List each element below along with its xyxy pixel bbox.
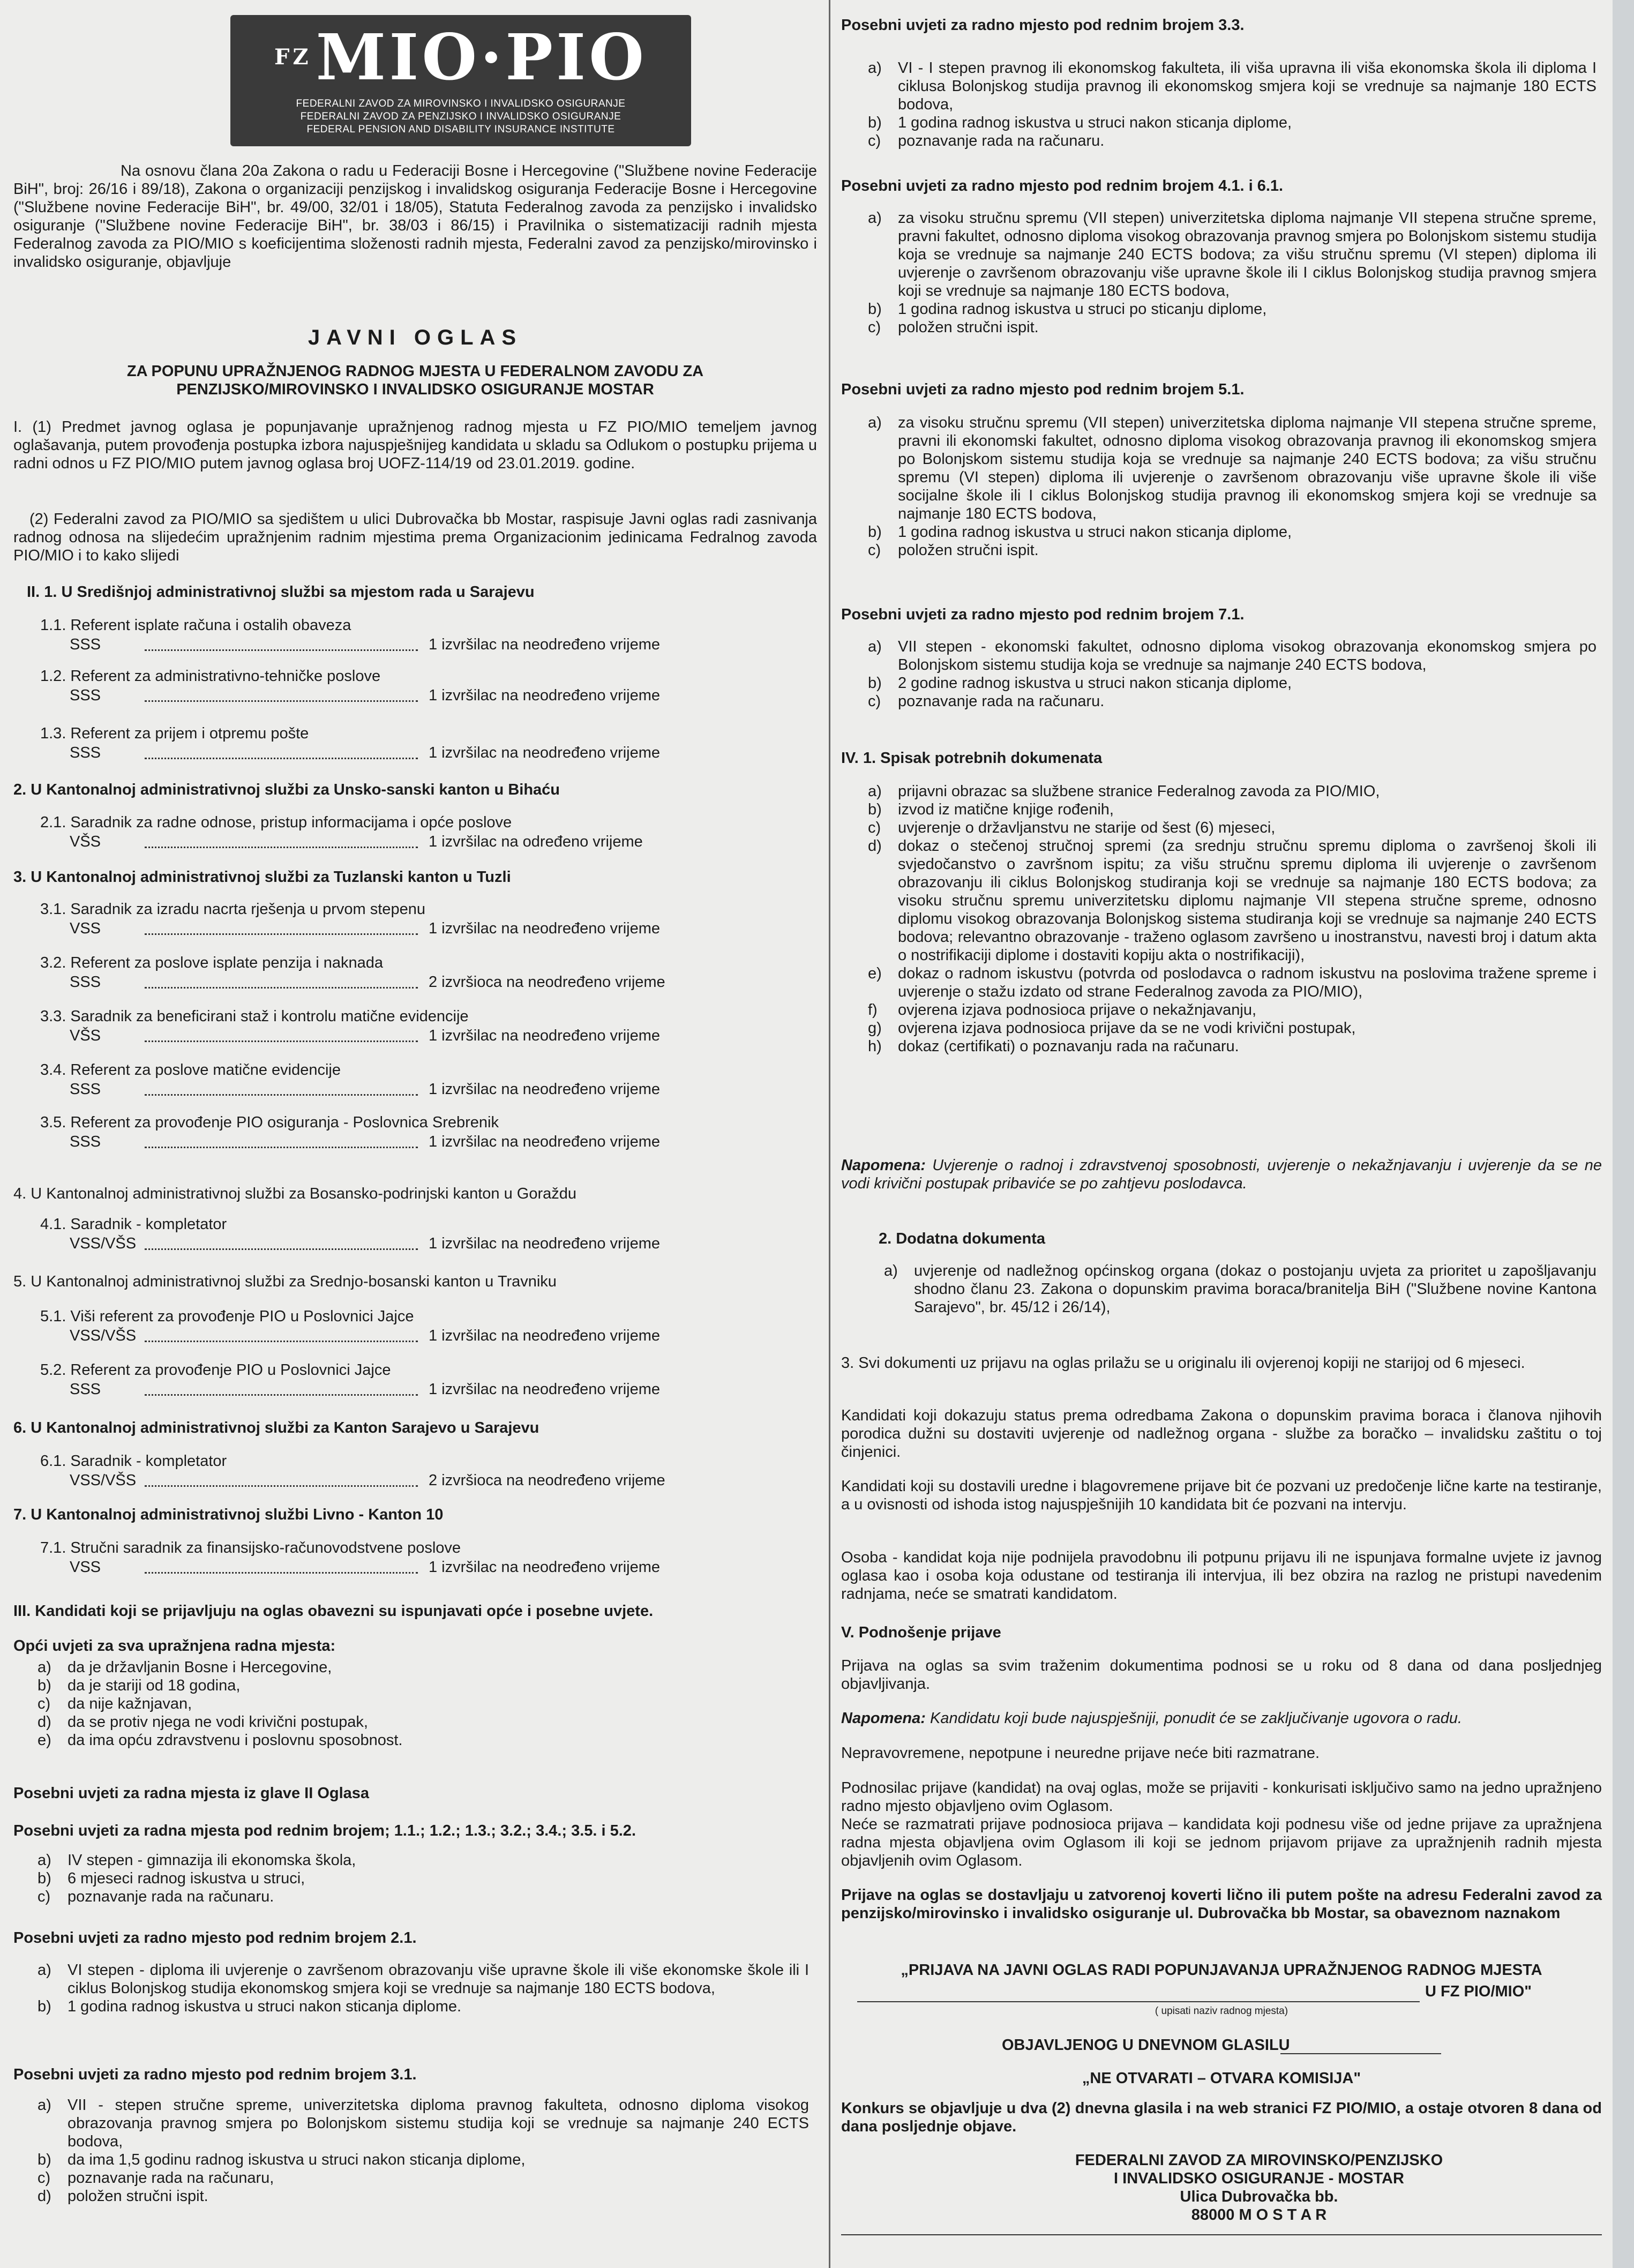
dotted-leader xyxy=(145,1041,418,1042)
paragraph: Podnosilac prijave (kandidat) na ovaj oglas, može se prijaviti - konkurisati isključivo samo na jedno upražnjeno radno mjesto objavljeno ovim Oglasom. xyxy=(841,1779,1602,1815)
list-item: b) 1 godina radnog iskustva u struci po sticanju diplome, xyxy=(868,301,1267,318)
special-conditions-list xyxy=(38,1961,809,2016)
list-item: b) 6 mjeseci radnog iskustva u struci, xyxy=(38,1870,305,1887)
envelope-label: „NE OTVARATI – OTVARA KOMISIJA" xyxy=(1082,2070,1361,2087)
list-item: c) položen stručni ispit. xyxy=(868,542,1039,559)
position-count: 2 izvršioca na neodređeno vrijeme xyxy=(429,974,665,991)
intro-paragraph: Na osnovu člana 20a Zakona o radu u Federaciji Bosne i Hercegovine ("Službene novine Federacije BiH", broj: 26/16 i 89/18), Zakona o organizaciji penzijskog i invalidskog osiguranja Federacije Bosne i Hercegovine ("Službene novine Federacije BiH", br. 49/00, 32/01 i 18/05), Statuta Federalnog zavoda za penzijsko i invalidsko osiguranje ("Službene novine Federacije BiH", br. 38/03 i 86/15) i Pravilnika o sistematizaciji radnih mjesta Federalnog zavoda za PIO/MIO s koeficijentima složenosti radnih mjesta, Federalni zavod za penzijsko/mirovinsko i invalidsko osiguranje, objavljuje xyxy=(13,162,817,271)
position-count: 1 izvršilac na neodređeno vrijeme xyxy=(429,1235,660,1252)
logo-prefix: FZ xyxy=(274,44,312,70)
dotted-leader xyxy=(145,987,418,989)
paragraph: Prijave na oglas se dostavljaju u zatvorenoj koverti lično ili putem pošte na adresu Federalni zavod za penzijsko/mirovinsko i invalidsko osiguranje ul. Dubrovačka bb Mostar, sa obaveznom naznakom xyxy=(841,1887,1602,1922)
documents-list xyxy=(868,782,1596,1056)
note-label: Napomena: xyxy=(841,1157,926,1174)
general-conditions-heading: Opći uvjeti za sva upražnjena radna mjesta: xyxy=(13,1637,336,1655)
note-text: Uvjerenje o radnoj i zdravstvenoj sposobnosti, uvjerenje o nekažnjavanju i uvjerenje da se ne vodi krivični postupak pribaviće se po zahtjevu poslodavca. xyxy=(841,1157,1602,1192)
list-item: c) poznavanje rada na računaru. xyxy=(868,132,1105,149)
dotted-leader xyxy=(145,1572,418,1574)
position-title: 3.4. Referent za poslove matične evidencije xyxy=(40,1061,341,1079)
blank-line xyxy=(857,2001,1420,2002)
position-count: 1 izvršilac na neodređeno vrijeme xyxy=(429,636,660,653)
position-count: 1 izvršilac na neodređeno vrijeme xyxy=(429,1327,660,1344)
position-title: 3.3. Saradnik za beneficirani staž i kontrolu matične evidencije xyxy=(40,1008,469,1025)
position-level: SSS xyxy=(70,636,101,653)
dotted-leader xyxy=(145,1147,418,1148)
list-item: b) 1 godina radnog iskustva u struci nakon sticanja diplome. xyxy=(38,1998,462,2015)
special-conditions-heading: Posebni uvjeti za radna mjesta iz glave II Oglasa xyxy=(13,1785,370,1802)
dotted-leader xyxy=(145,847,418,848)
envelope-label: U FZ PIO/MIO" xyxy=(1425,1983,1532,2000)
dotted-leader xyxy=(145,758,418,759)
note-text: Kandidatu koji bude najuspješniji, ponudit će se zaključivanje ugovora o radu. xyxy=(930,1710,1463,1727)
special-conditions-heading: Posebni uvjeti za radno mjesto pod rednim brojem 5.1. xyxy=(841,381,1245,398)
dotted-leader xyxy=(145,933,418,935)
special-conditions-heading: Posebni uvjeti za radno mjesto pod rednim brojem 3.1. xyxy=(13,2066,417,2083)
list-item: b) 2 godine radnog iskustva u struci nakon sticanja diplome, xyxy=(868,675,1292,692)
section-i-paragraph: I. (1) Predmet javnog oglasa je popunjavanje upražnjenog radnog mjesta u FZ PIO/MIO temeljem javnog oglašavanja, putem provođenja postupka izbora najuspješnijeg kandidata u skladu sa Odlukom o postupku prijema u radni odnos u FZ PIO/MIO putem javnog oglasa broj UOFZ-114/19 od 23.01.2019. godine. xyxy=(13,418,817,472)
position-level: SSS xyxy=(70,1381,101,1398)
list-item: c) poznavanje rada na računaru, xyxy=(38,2169,274,2187)
list-item: a) za visoku stručnu spremu (VII stepen) univerzitetska diploma najmanje VII stepena stručne spreme, pravni fakultet, odnosno diploma visokog obrazovanja pravnog smjera po Bolonjskom sistemu studija koja se vrednuje sa najmanje 240 ECTS bodova; za višu stručnu spremu (VI stepen) diploma ili uvjerenje o završenom obrazovanju više upravne škole ili I ciklus Bolonjskog studija pravnog smjera koji se vrednuje sa najmanje 180 ECTS bodova, xyxy=(868,209,1596,300)
list-item: a) da je državljanin Bosne i Hercegovine, xyxy=(38,1659,332,1676)
position-count: 1 izvršilac na određeno vrijeme xyxy=(429,833,643,850)
position-count: 1 izvršilac na neodređeno vrijeme xyxy=(429,920,660,937)
list-item: a) VII - stepen stručne spreme, univerzitetska diploma pravnog fakulteta, odnosno diploma visokog obrazovanja pravnog smjera po Bolonjskom sistemu studija koji se vrednuje sa najmanje 240 ECTS bodova, xyxy=(38,2097,809,2150)
position-count: 1 izvršilac na neodređeno vrijeme xyxy=(429,744,660,761)
position-count: 1 izvršilac na neodređeno vrijeme xyxy=(429,1081,660,1098)
logo-line: FEDERALNI ZAVOD ZA PENZIJSKO I INVALIDSKO OSIGURANJE xyxy=(300,111,621,122)
position-level: VŠS xyxy=(70,1027,101,1044)
paragraph: Kandidati koji dokazuju status prema odredbama Zakona o dopunskim pravima boraca i članova njihovih porodica dužni su dostaviti uvjerenje od nadležnog organa - službe za boračko – invalidsku zaštitu o toj činjenici. xyxy=(841,1407,1602,1461)
special-conditions-list xyxy=(868,414,1596,559)
position-level: SSS xyxy=(70,1133,101,1150)
position-level: VSS xyxy=(70,1559,101,1576)
list-item: a) VI stepen - diploma ili uvjerenje o završenom obrazovanju više upravne škole ili više ekonomske škole ili I ciklus Bolonjskog studija ekonomskog smjera koji se vrednuje sa najmanje 180 ECTS bodova, xyxy=(38,1962,809,1997)
paragraph: Konkurs se objavljuje u dva (2) dnevna glasila i na web stranici FZ PIO/MIO, a ostaje otvoren 8 dana od dana posljednje objave. xyxy=(841,2100,1602,2135)
special-conditions-heading: Posebni uvjeti za radna mjesta pod rednim brojem; 1.1.; 1.2.; 1.3.; 3.2.; 3.4.; 3.5. i 5.2. xyxy=(13,1822,636,1839)
position-title: 3.5. Referent za provođenje PIO osiguranja - Poslovnica Srebrenik xyxy=(40,1114,499,1131)
list-item: a) prijavni obrazac sa službene stranice Federalnog zavoda za PIO/MIO, xyxy=(868,783,1380,800)
paragraph: Prijava na oglas sa svim traženim dokumentima podnosi se u roku od 8 dana od dana posljednjeg objavljivanja. xyxy=(841,1657,1602,1693)
list-item: a) VII stepen - ekonomski fakultet, odnosno diploma visokog obrazovanja ekonomskog smjera po Bolonjskom sistemu studija koja se vrednuje sa najmanje 240 ECTS bodova, xyxy=(868,638,1596,673)
note-ugovor xyxy=(841,1709,1602,1727)
list-item: a) VI - I stepen pravnog ili ekonomskog fakulteta, ili viša upravna ili viša ekonomska škola ili diploma I ciklusa Bolonjskog studija pravnog ili ekonomskog smjera koji se vrednuje sa najmanje 180 ECTS bodova, xyxy=(868,59,1596,113)
unit-heading: 3. U Kantonalnoj administrativnoj službi za Tuzlanski kanton u Tuzli xyxy=(13,869,511,886)
position-title: 4.1. Saradnik - kompletator xyxy=(40,1216,227,1233)
list-item: b) da ima 1,5 godinu radnog iskustva u struci nakon sticanja diplome, xyxy=(38,2151,526,2168)
paragraph: Nepravovremene, nepotpune i neuredne prijave neće biti razmatrane. xyxy=(841,1745,1320,1762)
paragraph: Osoba - kandidat koja nije podnijela pravodobnu ili potpunu prijavu ili ne ispunjava formalne uvjete iz javnog oglasa kao i osoba koja odustane od testiranja ili intervjua, ili bez obzira na razlog ne pristupi navedenim radnjama, neće se smatrati kandidatom. xyxy=(841,1549,1602,1603)
list-item: g) ovjerena izjava podnosioca prijave da se ne vodi krivični postupak, xyxy=(868,1020,1356,1037)
position-count: 1 izvršilac na neodređeno vrijeme xyxy=(429,687,660,704)
section-v-heading: V. Podnošenje prijave xyxy=(841,1624,1001,1641)
general-conditions-list xyxy=(38,1658,809,1749)
adjacent-page-edge xyxy=(1613,0,1634,2268)
unit-heading: 6. U Kantonalnoj administrativnoj službi za Kanton Sarajevo u Sarajevu xyxy=(13,1419,539,1436)
dotted-leader xyxy=(145,1094,418,1096)
signature-line: Ulica Dubrovačka bb. xyxy=(1180,2188,1338,2205)
position-level: VSS xyxy=(70,920,101,937)
position-count: 1 izvršilac na neodređeno vrijeme xyxy=(429,1133,660,1150)
special-conditions-heading: Posebni uvjeti za radno mjesto pod rednim brojem 4.1. i 6.1. xyxy=(841,177,1284,194)
signature-block xyxy=(938,2151,1580,2224)
ad-subtitle: ZA POPUNU UPRAŽNJENOG RADNOG MJESTA U FEDERALNOM ZAVODU ZA xyxy=(126,363,704,380)
position-title: 1.3. Referent za prijem i otpremu pošte xyxy=(40,725,309,742)
position-title: 2.1. Saradnik za radne odnose, pristup informacijama i opće poslove xyxy=(40,814,512,831)
special-conditions-list xyxy=(38,1851,809,1906)
list-item: d) da se protiv njega ne vodi krivični postupak, xyxy=(38,1713,368,1731)
position-count: 2 izvršioca na neodređeno vrijeme xyxy=(429,1472,665,1489)
position-title: 1.1. Referent isplate računa i ostalih obaveza xyxy=(40,617,351,634)
paragraph: Neće se razmatrati prijave podnosioca prijava – kandidata koji podnesu više od jedne prijave za upražnjena radna mjesta objavljena ovim Oglasom ili koji se jednom prijavom prijave za upražnjenih radnih mjesta objavljenih ovim Oglasom. xyxy=(841,1816,1602,1869)
position-title: 6.1. Saradnik - kompletator xyxy=(40,1453,227,1470)
position-level: SSS xyxy=(70,974,101,991)
list-item: a) za visoku stručnu spremu (VII stepen) univerzitetska diploma najmanje VII stepena stručne spreme, pravni ili ekonomski fakultet, odnosno diploma visokog obrazovanja pravnog ili ekonomskog smjera po Bolonjskom sistemu studija koja se vrednuje sa najmanje 240 ECTS bodova; za višu stručnu spremu (VI stepen) diploma ili uvjerenje o završenom obrazovanju više upravne škole ili više socijalne škole ili I ciklus Bolonjskog studija pravnog ili ekonomskog smjera koji se vrednuje sa najmanje 180 ECTS bodova, xyxy=(868,414,1596,522)
documents-heading: IV. 1. Spisak potrebnih dokumenata xyxy=(841,750,1103,767)
position-level: SSS xyxy=(70,1081,101,1098)
mio-pio-logo xyxy=(230,15,691,146)
list-item: a) IV stepen - gimnazija ili ekonomska škola, xyxy=(38,1852,356,1869)
ad-subtitle: PENZIJSKO/MIROVINSKO I INVALIDSKO OSIGURANJE MOSTAR xyxy=(176,381,654,398)
blank-line xyxy=(1280,2053,1441,2054)
logo-brand: MIO·PIO xyxy=(316,20,647,94)
list-item: c) položen stručni ispit. xyxy=(868,319,1039,336)
list-item: b) izvod iz matične knjige rođenih, xyxy=(868,801,1114,818)
position-title: 7.1. Stručni saradnik za finansijsko-računovodstvene poslove xyxy=(40,1539,461,1556)
note-uvjerenje xyxy=(841,1156,1602,1193)
dotted-leader xyxy=(145,1485,418,1487)
list-item: b) 1 godina radnog iskustva u struci nakon sticanja diplome, xyxy=(868,114,1292,131)
unit-heading: 5. U Kantonalnoj administrativnoj službi za Srednjo-bosanski kanton u Travniku xyxy=(13,1273,557,1290)
list-item: c) poznavanje rada na računaru. xyxy=(38,1888,274,1905)
additional-documents-heading: 2. Dodatna dokumenta xyxy=(879,1230,1045,1247)
position-level: SSS xyxy=(70,744,101,761)
list-item: d) položen stručni ispit. xyxy=(38,2188,208,2205)
column-divider xyxy=(829,0,830,2268)
note-label: Napomena: xyxy=(841,1710,926,1727)
list-item: a) uvjerenje od nadležnog općinskog organa (dokaz o postojanju uvjeta za prioritet u zapošljavanju shodno članu 23. Zakona o dopunskim pravima boraca/branitelja BiH ("Službene novine Kantona Sarajevo", br. 45/12 i 26/14), xyxy=(884,1262,1596,1316)
dotted-leader xyxy=(145,649,418,651)
special-conditions-list xyxy=(868,209,1596,336)
position-title: 3.2. Referent za poslove isplate penzija i naknada xyxy=(40,954,384,971)
section-i-paragraph: (2) Federalni zavod za PIO/MIO sa sjedištem u ulici Dubrovačka bb Mostar, raspisuje Javni oglas radi zasnivanja radnog odnosa na slijedećim upražnjenim radnim mjestima prema Organizacionim jedinicama Fedralnog zavoda PIO/MIO i to kako slijedi xyxy=(13,511,817,564)
section-iii: III. Kandidati koji se prijavljuju na oglas obavezni su ispunjavati opće i posebne uvjete. xyxy=(13,1603,654,1620)
envelope-label: OBJAVLJENOG U DNEVNOM GLASILU xyxy=(1002,2037,1290,2054)
paragraph: 3. Svi dokumenti uz prijavu na oglas prilažu se u originalu ili ovjerenoj kopiji ne starijoj od 6 mjeseci. xyxy=(841,1354,1525,1372)
dotted-leader xyxy=(145,1394,418,1396)
paragraph: Kandidati koji su dostavili uredne i blagovremene prijave bit će pozvani uz predočenje lične karte na testiranje, a u ovisnosti od ishoda istog najuspješnijih 10 kandidata bit će pozvani na intervju. xyxy=(841,1478,1602,1513)
list-item: e) da ima opću zdravstvenu i poslovnu sposobnost. xyxy=(38,1732,403,1749)
logo-line: FEDERALNI ZAVOD ZA MIROVINSKO I INVALIDSKO OSIGURANJE xyxy=(296,98,626,109)
position-level: VSS/VŠS xyxy=(70,1327,137,1344)
envelope-label: „PRIJAVA NA JAVNI OGLAS RADI POPUNJAVANJA UPRAŽNJENOG RADNOG MJESTA xyxy=(901,1962,1542,1979)
list-item: c) da nije kažnjavan, xyxy=(38,1695,192,1712)
list-item: b) 1 godina radnog iskustva u struci nakon sticanja diplome, xyxy=(868,523,1292,541)
dotted-leader xyxy=(145,1341,418,1342)
position-title: 5.1. Viši referent za provođenje PIO u Poslovnici Jajce xyxy=(40,1308,414,1325)
ad-title: JAVNI OGLAS xyxy=(308,326,523,349)
list-item: b) da je stariji od 18 godina, xyxy=(38,1677,241,1694)
unit-heading: 7. U Kantonalnoj administrativnoj službi Livno - Kanton 10 xyxy=(13,1506,444,1523)
position-count: 1 izvršilac na neodređeno vrijeme xyxy=(429,1559,660,1576)
logo-line: FEDERAL PENSION AND DISABILITY INSURANCE INSTITUTE xyxy=(306,124,615,135)
signature-line: 88000 M O S T A R xyxy=(1191,2206,1327,2224)
position-count: 1 izvršilac na neodređeno vrijeme xyxy=(429,1381,660,1398)
position-level: VSS/VŠS xyxy=(70,1235,137,1252)
list-item: c) uvjerenje o državljanstvu ne starije od šest (6) mjeseci, xyxy=(868,819,1276,836)
bottom-rule xyxy=(841,2234,1602,2235)
signature-line: I INVALIDSKO OSIGURANJE - MOSTAR xyxy=(1114,2170,1404,2187)
signature-line: FEDERALNI ZAVOD ZA MIROVINSKO/PENZIJSKO xyxy=(1075,2152,1443,2169)
position-title: 3.1. Saradnik za izradu nacrta rješenja u prvom stepenu xyxy=(40,901,425,918)
unit-heading: 2. U Kantonalnoj administrativnoj službi za Unsko-sanski kanton u Bihaću xyxy=(13,781,560,798)
special-conditions-heading: Posebni uvjeti za radno mjesto pod rednim brojem 2.1. xyxy=(13,1929,417,1947)
special-conditions-list xyxy=(868,59,1596,150)
list-item: f) ovjerena izjava podnosioca prijave o nekažnjavanju, xyxy=(868,1001,1257,1019)
special-conditions-heading: Posebni uvjeti za radno mjesto pod rednim brojem 3.3. xyxy=(841,17,1245,34)
dotted-leader xyxy=(145,700,418,702)
unit-heading: 4. U Kantonalnoj administrativnoj službi za Bosansko-podrinjski kanton u Goraždu xyxy=(13,1185,577,1202)
unit-heading: II. 1. U Središnjoj administrativnoj službi sa mjestom rada u Sarajevu xyxy=(27,583,535,601)
position-level: VŠS xyxy=(70,833,101,850)
list-item: h) dokaz (certifikati) o poznavanju rada na računaru. xyxy=(868,1038,1239,1055)
special-conditions-list xyxy=(38,2096,809,2205)
special-conditions-list xyxy=(868,638,1596,710)
additional-documents-list xyxy=(884,1262,1596,1316)
position-count: 1 izvršilac na neodređeno vrijeme xyxy=(429,1027,660,1044)
special-conditions-heading: Posebni uvjeti za radno mjesto pod rednim brojem 7.1. xyxy=(841,606,1245,623)
list-item: d) dokaz o stečenoj stručnoj spremi (za srednju stručnu spremu diploma o završenoj školi ili svjedočanstvo o završnom ispitu; za višu stručnu spremu diploma ili uvjerenje o završenom obrazovanju ili ciklus Bolonjskog studiranja koji se vrednuje sa najmanje 180 ECTS bodova; za visoku stručnu spremu univerzitetsku diplomu najmanje VII stepena stručne spreme, odnosno diplomu visokog obrazovanja Bolonjskog sistema studiranja koji se vrednuje sa najmanje 240 ECTS bodova; relevantno obrazovanje - traženo oglasom završeno u inostranstvu, navesti broj i datum akta o nostrifikaciji diplome i dostaviti kopiju akta o nostrifikaciji), xyxy=(868,837,1596,964)
dotted-leader xyxy=(145,1248,418,1250)
position-title: 1.2. Referent za administrativno-tehničke poslove xyxy=(40,668,381,685)
position-level: VSS/VŠS xyxy=(70,1472,137,1489)
envelope-hint: ( upisati naziv radnog mjesta) xyxy=(1155,2005,1288,2017)
position-title: 5.2. Referent za provođenje PIO u Poslovnici Jajce xyxy=(40,1361,391,1379)
list-item: e) dokaz o radnom iskustvu (potvrda od poslodavca o radnom iskustvu na poslovima tražene spreme i uvjerenje o stažu izdato od strane Federalnog zavoda za PIO/MIO), xyxy=(868,965,1596,1000)
list-item: c) poznavanje rada na računaru. xyxy=(868,693,1105,710)
position-level: SSS xyxy=(70,687,101,704)
